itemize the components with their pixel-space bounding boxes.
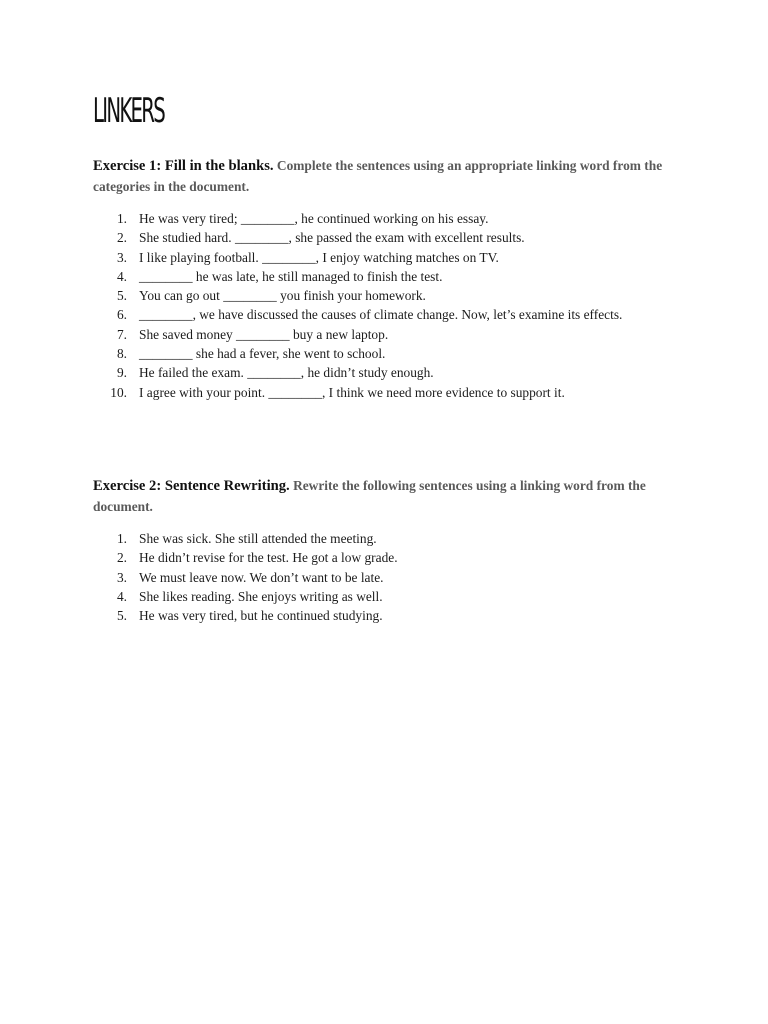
list-item (93, 568, 639, 587)
item-text: She saved money ________ buy a new laptop. (139, 326, 389, 342)
list-item (93, 363, 639, 382)
item-number: 6. (116, 307, 127, 323)
exercise-2-instruction: Rewrite the following sentences using a linking word from the document. (93, 478, 646, 514)
item-text: She was sick. She still attended the meeting. (139, 531, 377, 546)
item-text: I like playing football. ________, I enjoy watching matches on TV. (139, 249, 499, 265)
item-number: 10. (110, 384, 127, 400)
item-text: I agree with your point. ________, I think we need more evidence to support it. (139, 384, 565, 400)
item-number: 7. (116, 326, 127, 342)
item-number: 1. (116, 531, 127, 546)
list-item (93, 248, 639, 267)
item-text: ________ he was late, he still managed to finish the test. (139, 268, 443, 284)
list-item (93, 587, 639, 606)
item-text: She likes reading. She enjoys writing as well. (139, 588, 383, 604)
item-number: 2. (116, 230, 127, 246)
list-item (93, 209, 639, 228)
exercise-1 (93, 156, 683, 402)
list-item (93, 548, 639, 567)
exercise-1-list (93, 209, 683, 402)
exercise-1-label: Exercise 1: Fill in the blanks. (93, 158, 274, 174)
item-number: 9. (116, 365, 127, 381)
list-item (93, 529, 639, 548)
item-text: You can go out ________ you finish your homework. (139, 288, 426, 304)
list-item (93, 344, 639, 363)
exercise-2-heading (93, 476, 683, 516)
item-number: 3. (116, 249, 127, 265)
item-text: We must leave now. We don’t want to be late. (139, 569, 384, 585)
exercise-2 (93, 476, 683, 625)
item-number: 8. (116, 346, 127, 362)
list-item (93, 325, 639, 344)
item-number: 5. (116, 288, 127, 304)
list-item (93, 305, 639, 324)
item-text: ________, we have discussed the causes of climate change. Now, let’s examine its effects. (139, 307, 623, 323)
item-number: 5. (116, 608, 127, 624)
item-number: 3. (116, 569, 127, 585)
item-text: He was very tired, but he continued studying. (139, 608, 383, 624)
item-text: She studied hard. ________, she passed the exam with excellent results. (139, 230, 525, 246)
list-item (93, 286, 639, 305)
item-text: He failed the exam. ________, he didn’t study enough. (139, 365, 434, 381)
item-text: ________ she had a fever, she went to school. (139, 346, 386, 362)
item-number: 4. (116, 588, 127, 604)
exercise-2-label: Exercise 2: Sentence Rewriting. (93, 478, 290, 494)
list-item (93, 228, 639, 247)
page-title: LINKERS (93, 91, 164, 131)
exercise-1-instruction: Complete the sentences using an appropriate linking word from the categories in the document. (93, 158, 663, 194)
item-text: He didn’t revise for the test. He got a low grade. (139, 550, 398, 566)
exercise-2-list (93, 529, 683, 625)
item-text: He was very tired; ________, he continued working on his essay. (139, 211, 489, 226)
exercise-1-heading (93, 156, 683, 196)
list-item (93, 267, 639, 286)
item-number: 2. (116, 550, 127, 566)
list-item (93, 606, 639, 625)
item-number: 4. (116, 268, 127, 284)
item-number: 1. (116, 211, 127, 226)
list-item (93, 383, 659, 402)
